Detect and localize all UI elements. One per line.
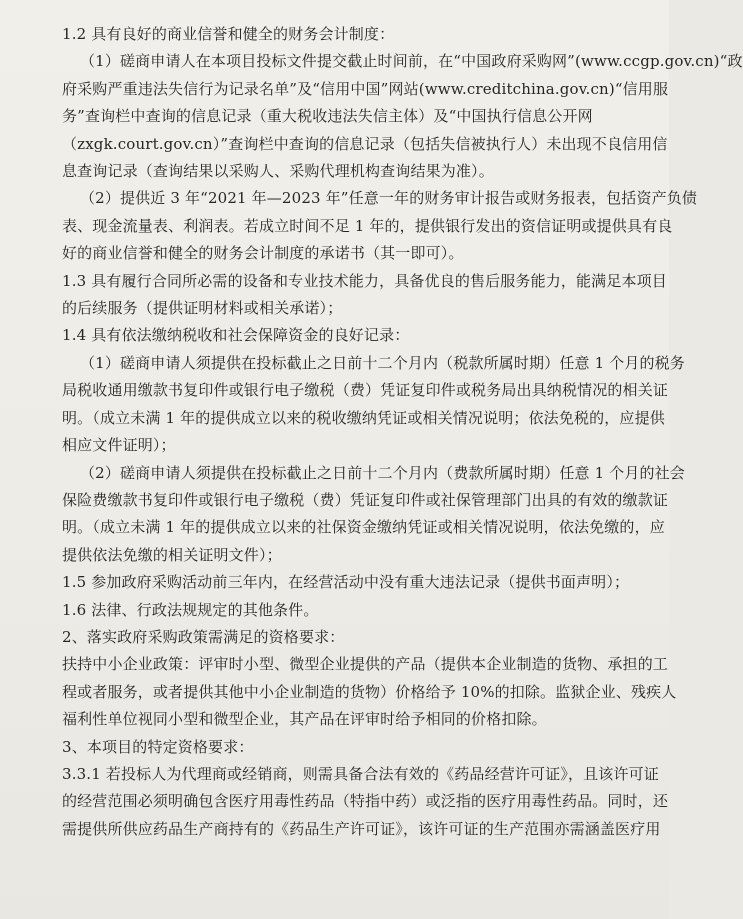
clause-1-4-item-1-line-3: 明。（成立未满 1 年的提供成立以来的税收缴纳凭证或相关情况说明；依法免税的，应提供 [62,408,665,427]
section-3-heading: 3、本项目的特定资格要求： [62,737,254,756]
clause-1-2-item-1-line-4: （zxgk.court.gov.cn）”查询栏中查询的信息记录（包括失信被执行人）未出现不良信用信 [62,134,668,153]
section-2-line-3: 福利性单位视同小型和微型企业，其产品在评审时给予相同的价格扣除。 [62,710,547,729]
clause-1-2-item-1-line-1: （1）磋商申请人在本项目投标文件提交截止时间前，在“中国政府采购网”(www.ccgp.gov.cn)“政 [80,52,743,71]
section-2-line-2: 程或者服务，或者提供其他中小企业制造的货物）价格给予 10%的扣除。监狱企业、残疾人 [62,682,677,701]
clause-3-3-1-line-2: 的经营范围必须明确包含医疗用毒性药品（特指中药）或泛指的医疗用毒性药品。同时，还 [62,792,669,811]
clause-1-4-item-2-line-4: 提供依法免缴的相关证明文件）； [62,545,282,564]
section-2-line-1: 扶持中小企业政策：评审时小型、微型企业提供的产品（提供本企业制造的货物、承担的工 [62,655,669,674]
clause-1-3-line-2: 的后续服务（提供证明材料或相关承诺）； [62,299,343,318]
section-2-heading: 2、落实政府采购政策需满足的资格要求： [62,627,345,646]
clause-1-4-item-2-line-2: 保险费缴款书复印件或银行电子缴税（费）凭证复印件或社保管理部门出具的有效的缴款证 [62,490,669,509]
clause-1-2-item-1-line-2: 府采购严重违法失信行为记录名单”及“信用中国”网站(www.creditchina.gov.cn)“信用服 [62,79,669,98]
clause-1-2-item-2-line-1: （2）提供近 3 年“2021 年—2023 年”任意一年的财务审计报告或财务报表，包括资产负债 [80,189,698,208]
clause-1-2-item-2-line-3: 好的商业信誉和健全的财务会计制度的承诺书（其一即可）。 [62,244,464,263]
clause-3-3-1-line-1: 3.3.1 若投标人为代理商或经销商，则需具备合法有效的《药品经营许可证》，且该许可证 [62,764,659,783]
clause-1-2-item-1-line-3: 务”查询栏中查询的信息记录（重大税收违法失信主体）及“中国执行信息公开网 [62,107,593,126]
clause-1-4-heading: 1.4 具有依法缴纳税收和社会保障资金的良好记录： [62,326,410,345]
clause-1-2-heading: 1.2 具有良好的商业信誉和健全的财务会计制度： [62,25,395,43]
clause-1-4-item-2-line-1: （2）磋商申请人须提供在投标截止之日前十二个月内（费款所属时期）任意 1 个月的社会 [80,463,685,482]
clause-1-4-item-1-line-1: （1）磋商申请人须提供在投标截止之日前十二个月内（税款所属时期）任意 1 个月的税务 [80,353,685,372]
clause-1-5: 1.5 参加政府采购活动前三年内，在经营活动中没有重大违法记录（提供书面声明）； [62,573,630,592]
clause-1-4-item-1-line-4: 相应文件证明）； [62,436,176,455]
clause-1-4-item-1-line-2: 局税收通用缴款书复印件或银行电子缴税（费）凭证复印件或税务局出具纳税情况的相关证 [62,381,669,400]
clause-1-4-item-2-line-3: 明。（成立未满 1 年的提供成立以来的社保资金缴纳凭证或相关情况说明，依法免缴的，应 [62,518,665,537]
clause-1-6: 1.6 法律、行政法规规定的其他条件。 [62,600,319,619]
clause-1-2-item-2-line-2: 表、现金流量表、利润表。若成立时间不足 1 年的，提供银行发出的资信证明或提供具有良 [62,216,673,235]
clause-3-3-1-line-3: 需提供所供应药品生产商持有的《药品生产许可证》，该许可证的生产范围亦需涵盖医疗用 [62,819,661,838]
clause-1-2-item-1-line-5: 息查询记录（查询结果以采购人、采购代理机构查询结果为准）。 [62,162,494,181]
clause-1-3-line-1: 1.3 具有履行合同所必需的设备和专业技术能力，具备优良的售后服务能力，能满足本项目 [62,271,667,290]
